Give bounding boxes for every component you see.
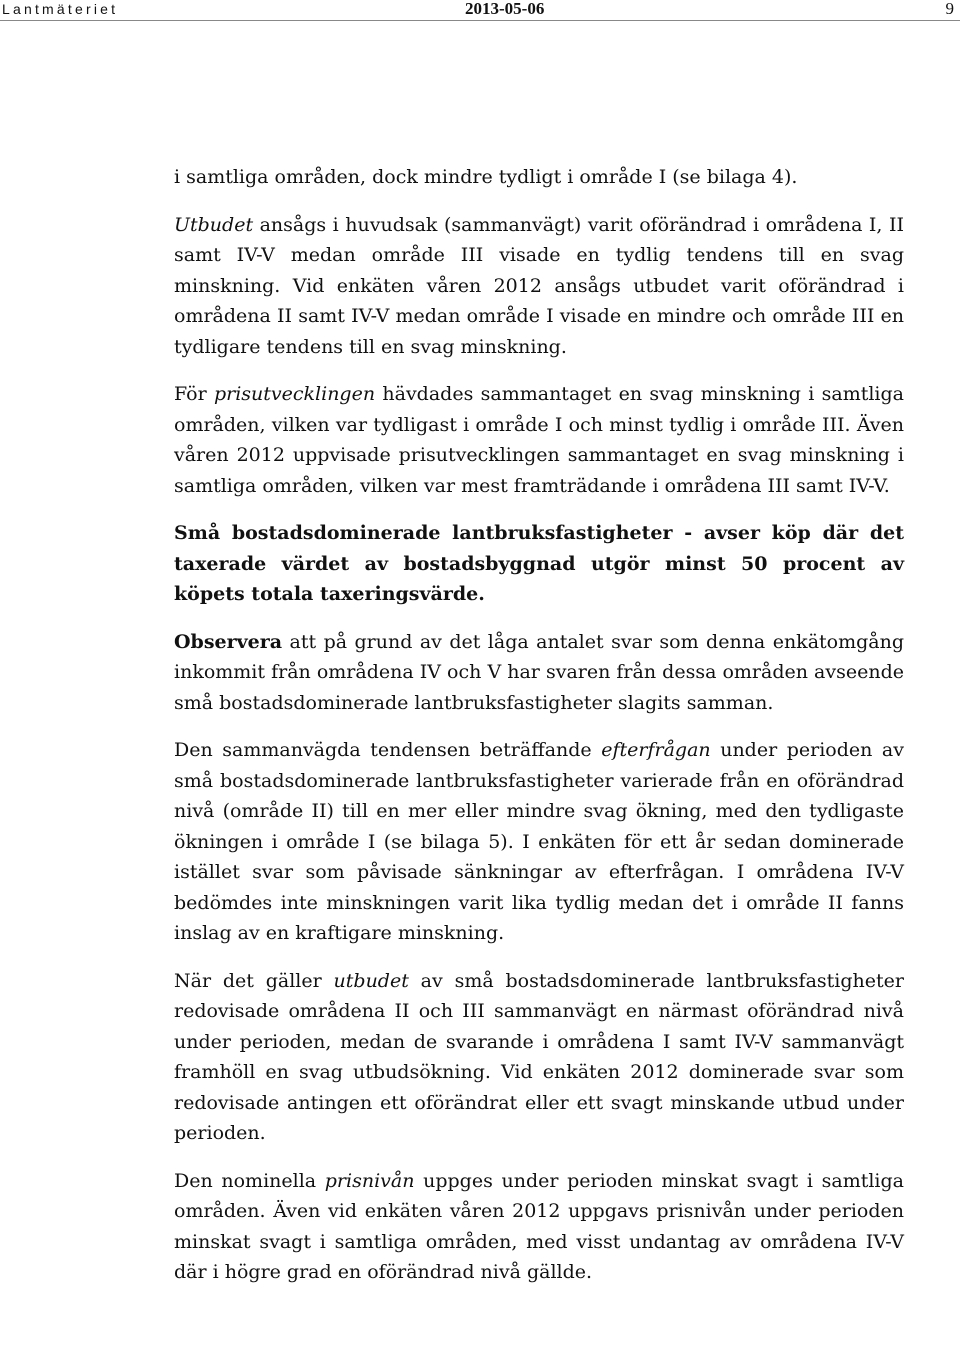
paragraph-5-strong: Observera — [174, 630, 283, 653]
paragraph-8-text: uppges under perioden minskat svagt i samtliga områden. Även vid enkäten våren 2012 uppgavs prisnivån under perioden minskat svagt i samtliga områden, med visst undantag av områdena IV-V där i högre grad en oförändrad nivå gällde. — [174, 1169, 904, 1283]
paragraph-8-emphasis: prisnivån — [324, 1169, 415, 1192]
definition-paragraph — [174, 518, 904, 610]
paragraph-1 — [174, 162, 904, 193]
paragraph-6-lead: Den sammanvägda tendensen beträffande — [174, 739, 602, 761]
definition-text: Små bostadsdominerade lantbruksfastigheter - avser köp där det taxerade värdet av bostadsbyggnad utgör minst 50 procent av köpets totala taxeringsvärde. — [174, 522, 904, 605]
header-date: 2013-05-06 — [465, 0, 545, 18]
paragraph-6-text: under perioden av små bostadsdominerade lantbruksfastigheter varierade från en oförändrad nivå (område II) till en mer eller mindre svag ökning, med den tydligaste ökningen i område I (se bilaga 5). I enkäten för ett år sedan dominerade istället svar som påvisade sänkningar av efterfrågan. I områdena IV-V bedömdes inte minskningen varit lika tydlig medan det i område II fanns inslag av en kraftigare minskning. — [174, 739, 904, 944]
paragraph-8-lead: Den nominella — [174, 1169, 325, 1192]
paragraph-2-emphasis: Utbudet — [174, 213, 254, 236]
page-number: 9 — [945, 0, 954, 18]
page-header — [0, 0, 960, 22]
header-divider — [0, 20, 960, 21]
paragraph-2-text: ansågs i huvudsak (sammanvägt) varit oförändrad i områdena I, II samt IV-V medan område III visade en tydlig tendens till en svag minskning. Vid enkäten våren 2012 ansågs utbudet varit oförändrad i områdena II samt IV-V medan område I visade en mindre och område III en tydligare tendens till en svag minskning. — [174, 213, 904, 358]
paragraph-3-text: hävdades sammantaget en svag minskning i samtliga områden, vilken var tydligast i område I och minst tydlig i område III. Även våren 2012 uppvisade prisutvecklingen sammantaget en svag minskning i samtliga områden, vilken var mest framträdande i områdena III samt IV-V. — [174, 383, 904, 497]
paragraph-3-emphasis: prisutvecklingen — [213, 383, 376, 405]
paragraph-7-text: av små bostadsdominerade lantbruksfastigheter redovisade områdena II och III sammanvägt en närmast oförändrad nivå under perioden, medan de svarande i områdena I samt IV-V sammanvägt framhöll en svag utbudsökning. Vid enkäten 2012 dominerade svar som redovisade antingen ett oförändrat eller ett svagt minskande utbud under perioden. — [174, 969, 904, 1144]
paragraph-1-text: i samtliga områden, dock mindre tydligt i område I (se bilaga 4). — [174, 166, 798, 188]
paragraph-7-lead: När det gäller — [174, 969, 334, 992]
body-text — [174, 162, 904, 1305]
paragraph-7-emphasis: utbudet — [333, 969, 409, 992]
paragraph-3-lead: För — [174, 383, 214, 405]
paragraph-6 — [174, 735, 904, 949]
paragraph-8 — [174, 1166, 904, 1288]
paragraph-6-emphasis: efterfrågan — [601, 739, 711, 761]
paragraph-2 — [174, 210, 904, 363]
paragraph-7 — [174, 966, 904, 1149]
header-organization: Lantmäteriet — [2, 1, 119, 17]
paragraph-5 — [174, 627, 904, 719]
paragraph-5-text: att på grund av det låga antalet svar som denna enkätomgång inkommit från områdena IV och V har svaren från dessa områden avseende små bostadsdominerade lantbruksfastigheter slagits samman. — [174, 630, 904, 714]
paragraph-3 — [174, 379, 904, 501]
